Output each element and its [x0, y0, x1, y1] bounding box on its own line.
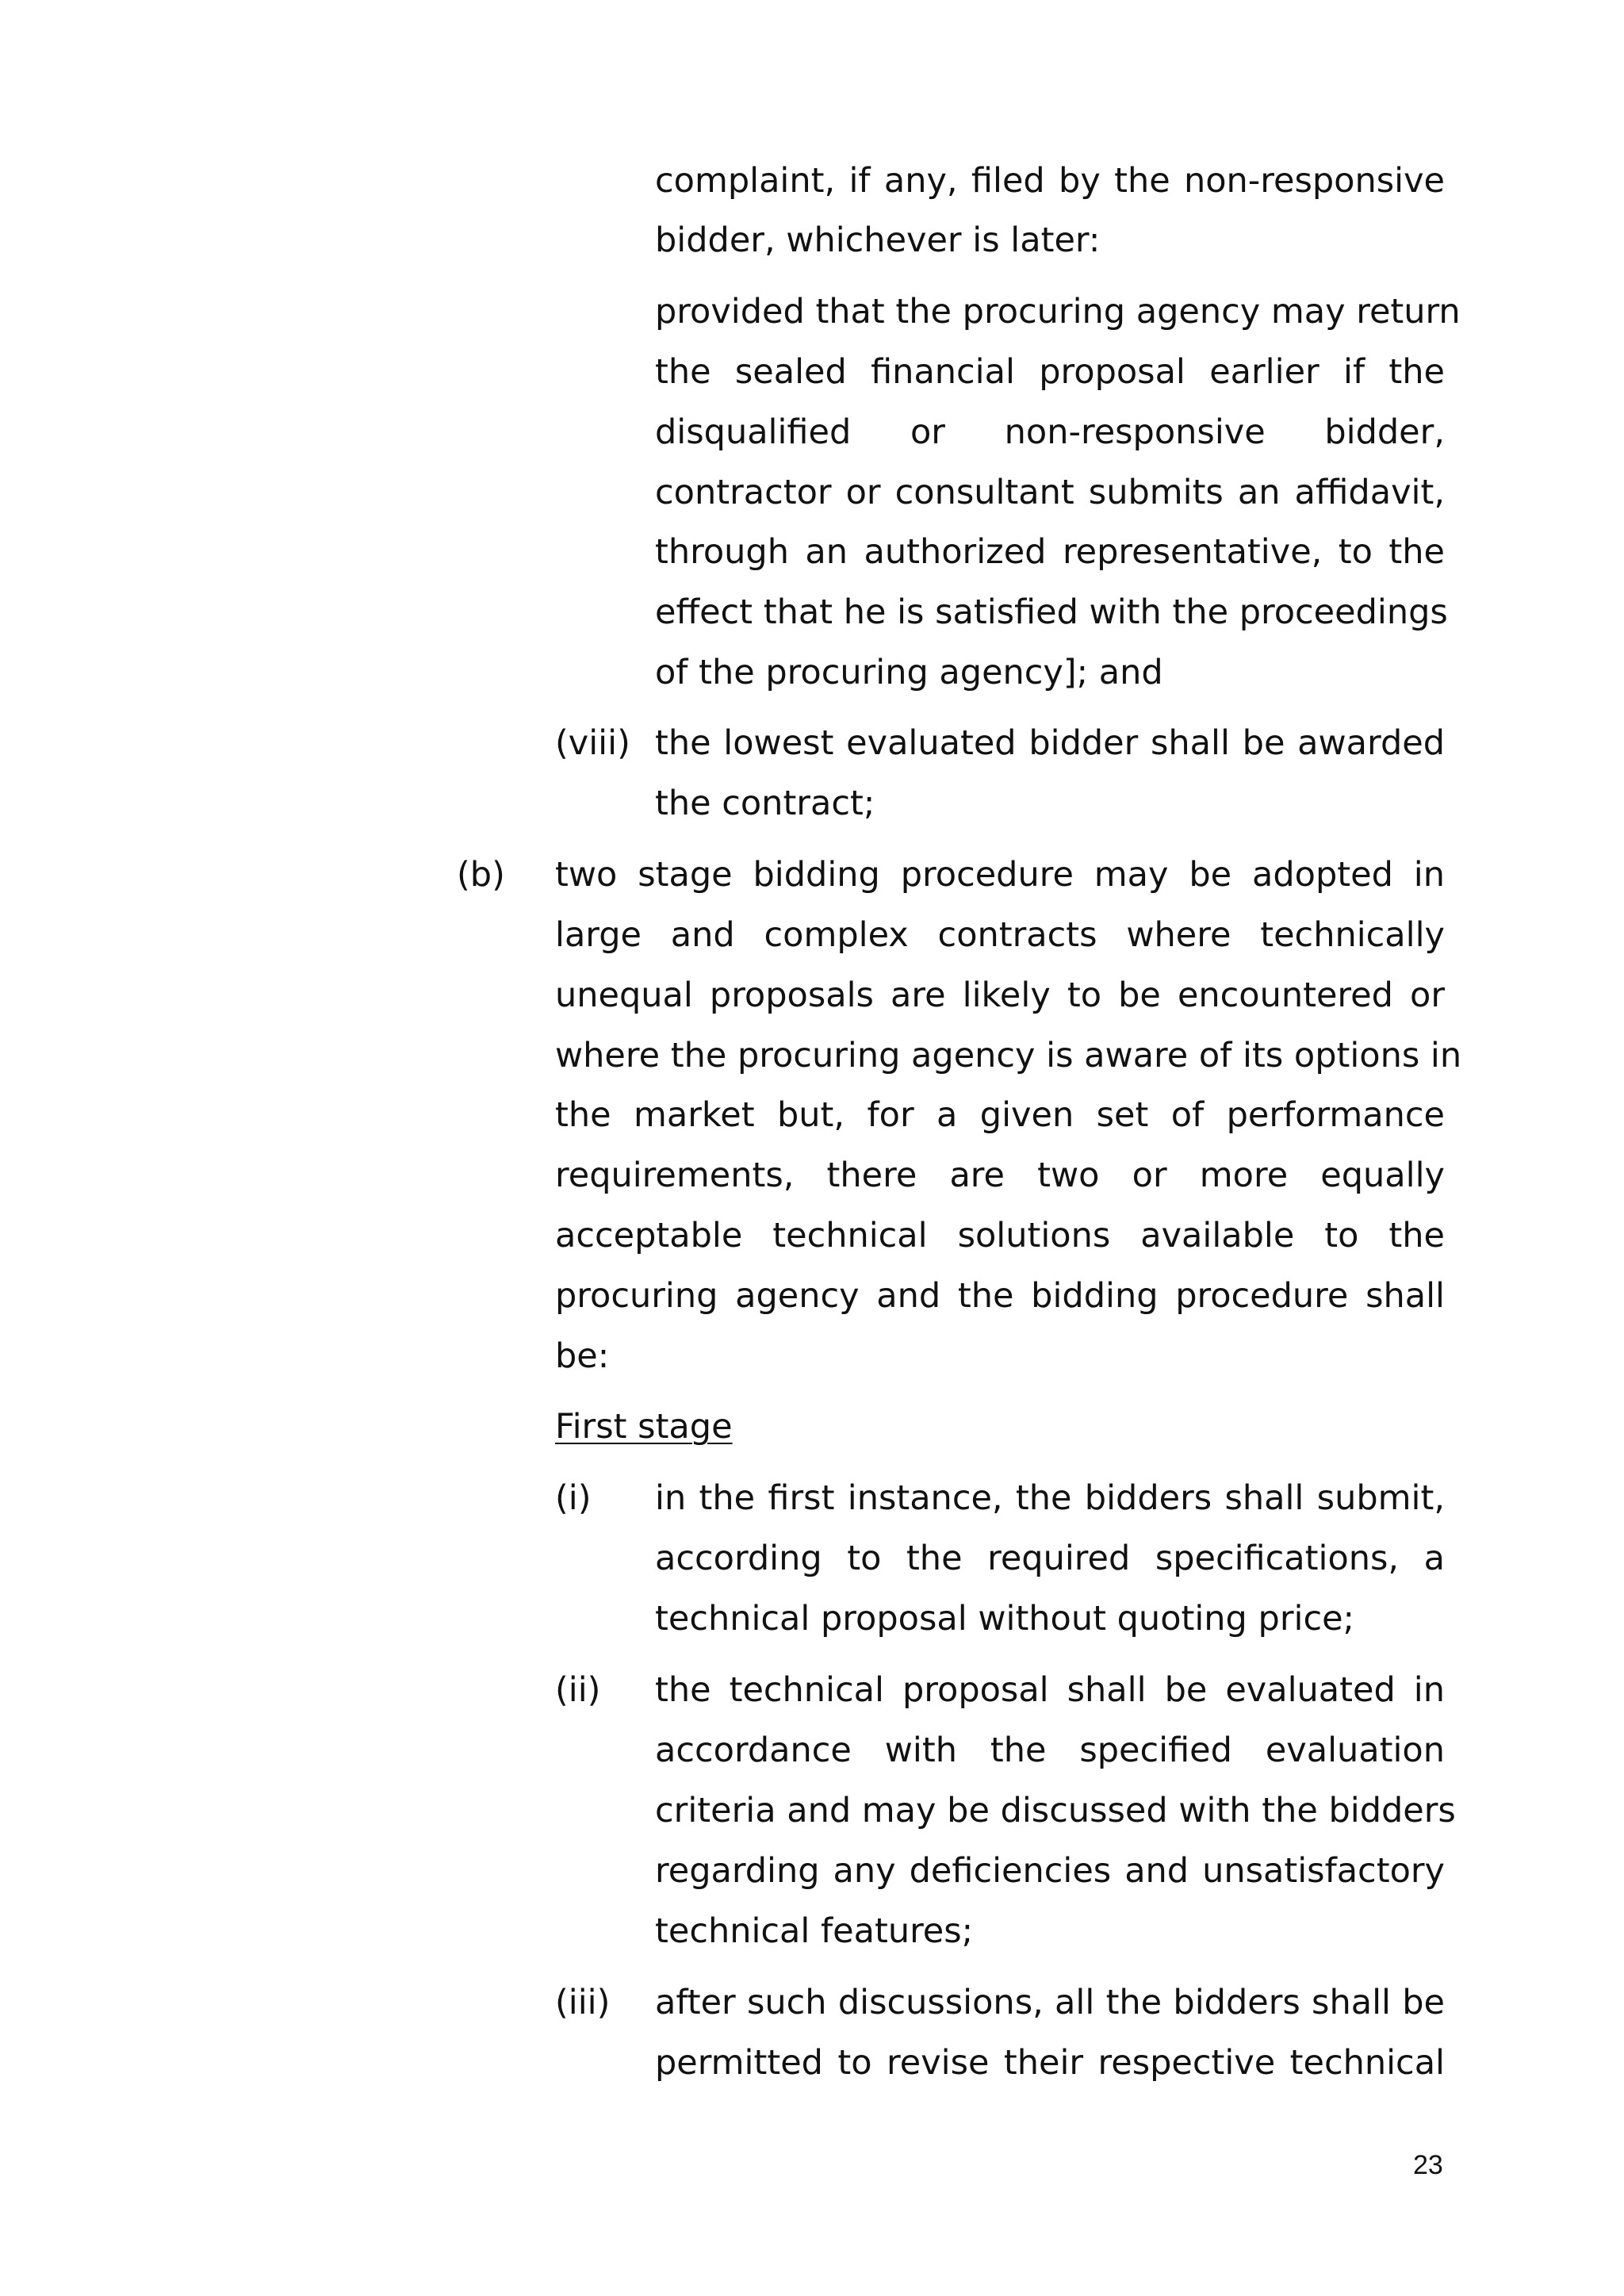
clause-b-line: unequal proposals are likely to be encountered or — [555, 976, 1445, 1015]
clause-b-line: two stage bidding procedure may be adopted in — [555, 855, 1445, 895]
clause-b-line: be: — [555, 1336, 610, 1376]
proviso-line: effect that he is satisfied with the proceedings — [655, 592, 1448, 632]
stage-item-ii-line: criteria and may be discussed with the bidders — [655, 1791, 1456, 1830]
clause-b-line: large and complex contracts where technically — [555, 915, 1445, 955]
paragraph-line: complaint, if any, filed by the non-responsive — [655, 161, 1445, 201]
item-marker-ii: (ii) — [555, 1670, 601, 1710]
clause-b-line: the market but, for a given set of performance — [555, 1095, 1445, 1135]
stage-item-ii-line: the technical proposal shall be evaluated in — [655, 1670, 1445, 1710]
proviso-line: of the procuring agency]; and — [655, 653, 1163, 692]
clause-marker-b: (b) — [457, 855, 505, 895]
proviso-line: the sealed financial proposal earlier if the — [655, 352, 1445, 392]
item-marker-i: (i) — [555, 1478, 592, 1518]
stage-item-ii-line: technical features; — [655, 1911, 974, 1951]
item-viii-line: the contract; — [655, 784, 875, 823]
paragraph-line: bidder, whichever is later: — [655, 220, 1101, 260]
stage-item-ii-line: accordance with the specified evaluation — [655, 1731, 1445, 1770]
item-marker-iii: (iii) — [555, 1983, 611, 2022]
page-number: 23 — [1413, 2150, 1443, 2180]
clause-b-line: acceptable technical solutions available to the — [555, 1216, 1445, 1255]
stage-item-iii-line: after such discussions, all the bidders shall be — [655, 1983, 1445, 2022]
item-viii-line: the lowest evaluated bidder shall be awarded — [655, 723, 1445, 763]
proviso-line: provided that the procuring agency may return — [655, 292, 1461, 332]
stage-item-i-line: technical proposal without quoting price; — [655, 1599, 1355, 1639]
proviso-line: through an authorized representative, to the — [655, 532, 1445, 572]
first-stage-heading: First stage — [555, 1407, 733, 1447]
stage-item-i-line: in the first instance, the bidders shall submit, — [655, 1478, 1445, 1518]
proviso-line: disqualified or non-responsive bidder, — [655, 412, 1445, 452]
clause-b-line: where the procuring agency is aware of its options in — [555, 1036, 1462, 1075]
clause-b-line: requirements, there are two or more equally — [555, 1156, 1445, 1195]
stage-item-i-line: according to the required specifications, a — [655, 1539, 1445, 1578]
clause-b-line: procuring agency and the bidding procedure shall — [555, 1276, 1445, 1316]
stage-item-iii-line: permitted to revise their respective technical — [655, 2043, 1445, 2083]
proviso-line: contractor or consultant submits an affidavit, — [655, 473, 1445, 512]
item-marker-viii: (viii) — [555, 723, 630, 763]
stage-item-ii-line: regarding any deficiencies and unsatisfactory — [655, 1851, 1445, 1891]
